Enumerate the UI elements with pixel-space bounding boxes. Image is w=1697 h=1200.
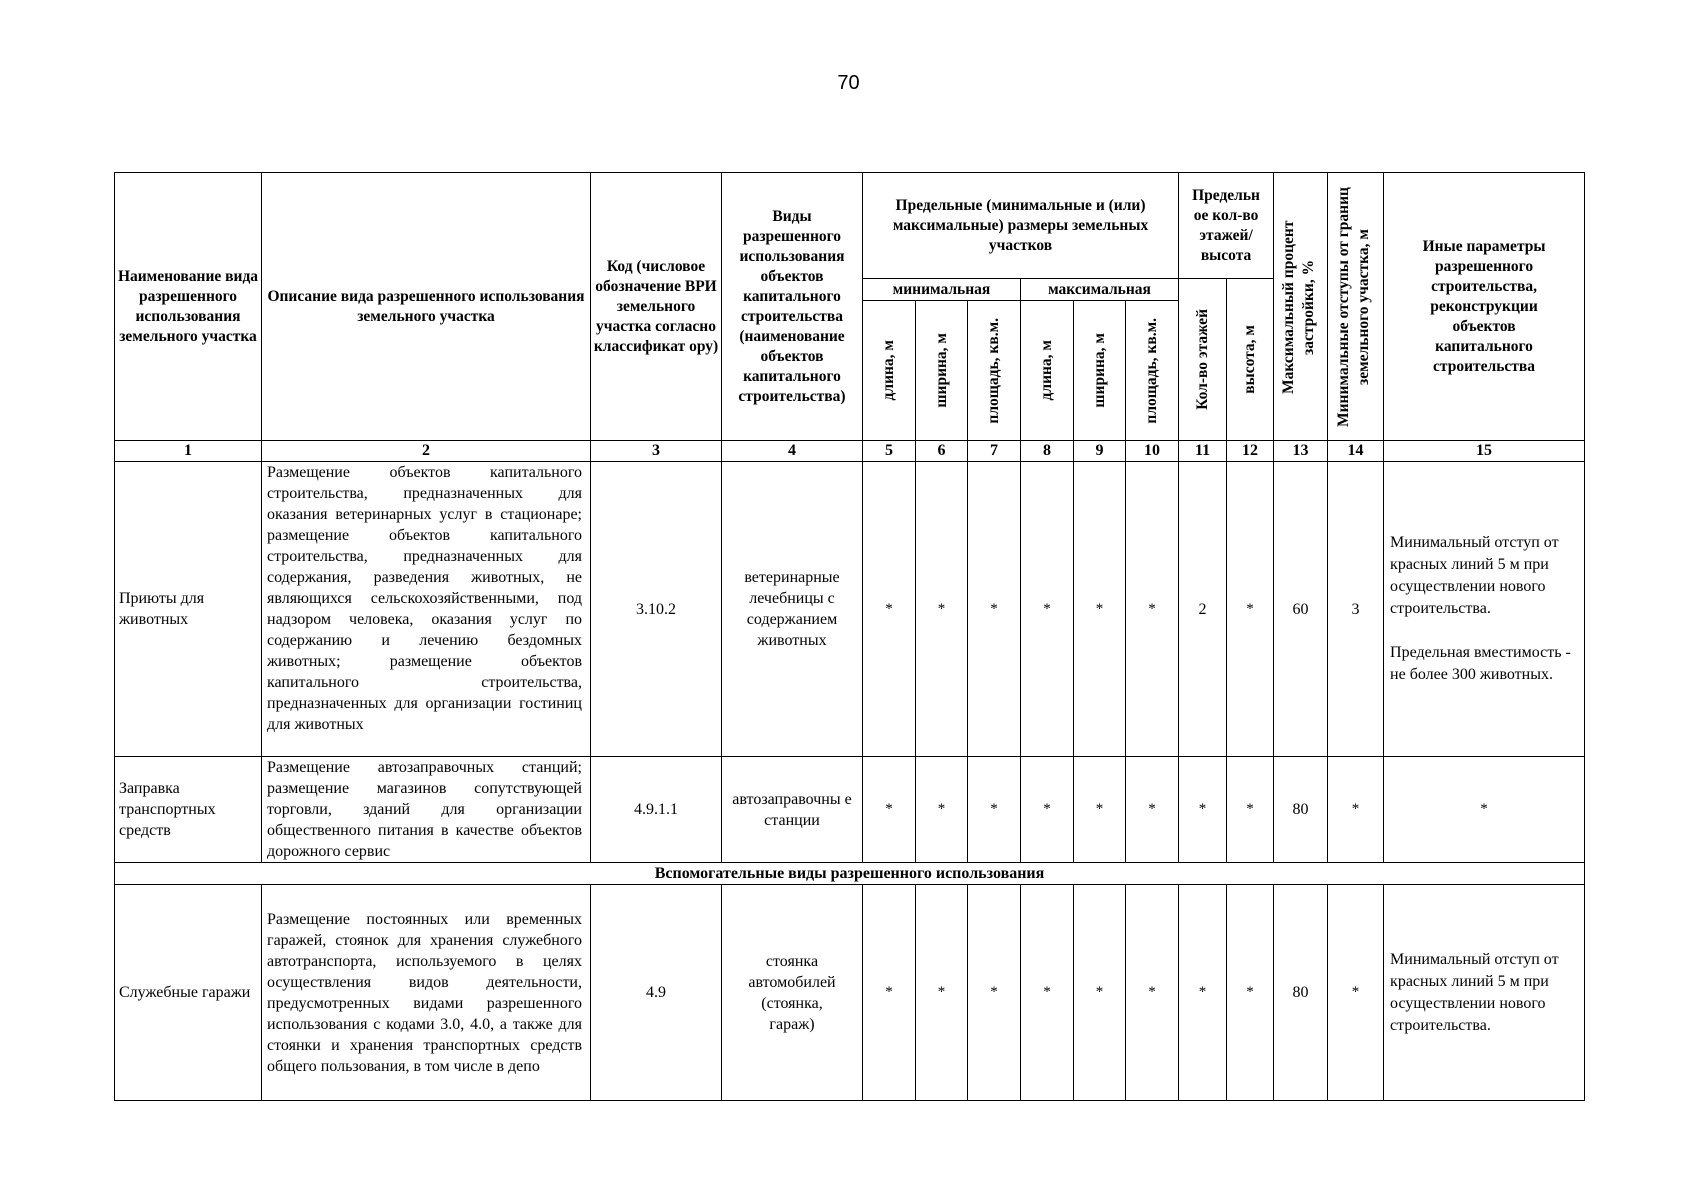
max-coverage: 80 (1274, 885, 1328, 1101)
max-width: * (1074, 462, 1126, 757)
min-length: * (863, 885, 916, 1101)
min-area: * (968, 757, 1021, 863)
section-title: Вспомогательные виды разрешенного использования (115, 863, 1585, 885)
col-number: 12 (1227, 441, 1274, 462)
floors: * (1179, 885, 1227, 1101)
max-length: * (1021, 757, 1074, 863)
header-col4: Виды разрешенного использования объектов капитального строительства (наименование объектов капитального строительства) (722, 173, 863, 441)
header-col9-text: ширина, м (1090, 333, 1108, 408)
max-area: * (1126, 462, 1179, 757)
header-sizes-group: Предельные (минимальные и (или) максимальные) размеры земельных участков (863, 173, 1179, 279)
header-col12 (1227, 279, 1274, 441)
use-name: Приюты для животных (115, 462, 262, 757)
table-row (115, 757, 1585, 863)
other-param-text: Предельная вместимость - не более 300 животных. (1390, 644, 1571, 683)
max-area: * (1126, 757, 1179, 863)
header-col8 (1021, 301, 1074, 441)
header-min-group: минимальная (863, 279, 1021, 301)
col-number: 10 (1126, 441, 1179, 462)
use-code: 4.9 (591, 885, 722, 1101)
min-area: * (968, 885, 1021, 1101)
use-name: Заправка транспортных средств (115, 757, 262, 863)
header-col6 (916, 301, 968, 441)
max-coverage: 60 (1274, 462, 1328, 757)
section-row (115, 863, 1585, 885)
header-col14-text: Минимальные отступы от границ земельного участка, м (1334, 186, 1372, 427)
use-description: Размещение объектов капитального строительства, предназначенных для оказания ветеринарных услуг в стационаре; размещение объектов капитального строительства, предназначенных для содержания, разведения животных, не являющихся сельскохозяйственными, под надзором человека, оказания услуг по содержанию и лечению бездомных животных; размещение объектов капитального строительства, предназначенных для организации гостиниц для животных (262, 462, 591, 757)
header-col8-text: длина, м (1038, 340, 1055, 401)
oks-types: автозаправочны е станции (722, 757, 863, 863)
header-col7-text: площадь, кв.м. (985, 317, 1002, 424)
header-col13-text: Максимальный процент застройки, % (1279, 219, 1317, 394)
max-length: * (1021, 462, 1074, 757)
header-col13 (1274, 173, 1328, 441)
header-col10-text: площадь, кв.м. (1143, 317, 1161, 424)
col-number: 14 (1328, 441, 1384, 462)
col-number: 1 (115, 441, 262, 462)
header-col5-text: длина, м (880, 340, 897, 401)
page-number: 70 (837, 72, 860, 94)
height: * (1227, 462, 1274, 757)
min-setback: * (1328, 885, 1384, 1101)
min-length: * (863, 757, 916, 863)
min-width: * (916, 757, 968, 863)
use-description: Размещение автозаправочных станций; размещение магазинов сопутствующей торговли, зданий для организации общественного питания в качестве объектов дорожного сервис (262, 757, 591, 863)
col-number: 2 (262, 441, 591, 462)
header-col6-text: ширина, м (932, 333, 950, 408)
max-width: * (1074, 885, 1126, 1101)
header-col15: Иные параметры разрешенного строительства, реконструкции объектов капитального строительства (1384, 173, 1585, 441)
col-number: 15 (1384, 441, 1585, 462)
spacer (1390, 620, 1578, 642)
oks-types: стоянка автомобилей (стоянка, гараж) (722, 885, 863, 1101)
min-width: * (916, 462, 968, 757)
header-col11-text: Кол-во этажей (1193, 309, 1211, 410)
min-setback: 3 (1328, 462, 1384, 757)
column-number-row (115, 441, 1585, 462)
header-col10 (1126, 301, 1179, 441)
use-description: Размещение постоянных или временных гаражей, стоянок для хранения служебного автотранспорта, используемого в целях осуществления видов деятельности, предусмотренных видами разрешенного использования с кодами 3.0, 4.0, а также для стоянки и хранения транспортных средств общего пользования, в том числе в депо (262, 885, 591, 1101)
header-col14 (1328, 173, 1384, 441)
other-params: Минимальный отступ от красных линий 5 м при осуществлении нового строительства. (1384, 885, 1585, 1101)
col-number: 3 (591, 441, 722, 462)
header-col1: Наименование вида разрешенного использования земельного участка (115, 173, 262, 441)
floors: * (1179, 757, 1227, 863)
land-use-table (114, 172, 1585, 1101)
header-max-group: максимальная (1021, 279, 1179, 301)
max-length: * (1021, 885, 1074, 1101)
other-param-text: Минимальный отступ от красных линий 5 м при осуществлении нового строительства. (1390, 534, 1559, 617)
other-params: * (1384, 757, 1585, 863)
max-area: * (1126, 885, 1179, 1101)
col-number: 6 (916, 441, 968, 462)
table-row (115, 885, 1585, 1101)
floors: 2 (1179, 462, 1227, 757)
col-number: 9 (1074, 441, 1126, 462)
min-setback: * (1328, 757, 1384, 863)
col-number: 13 (1274, 441, 1328, 462)
header-col12-text: высота, м (1241, 325, 1259, 394)
header-col5 (863, 301, 916, 441)
col-number: 8 (1021, 441, 1074, 462)
min-width: * (916, 885, 968, 1101)
col-number: 11 (1179, 441, 1227, 462)
use-name: Служебные гаражи (115, 885, 262, 1101)
use-code: 4.9.1.1 (591, 757, 722, 863)
col-number: 4 (722, 441, 863, 462)
max-width: * (1074, 757, 1126, 863)
other-params (1384, 462, 1585, 757)
header-col7 (968, 301, 1021, 441)
table-row (115, 462, 1585, 757)
header-floors-group: Предельн ое кол-во этажей/ высота (1179, 173, 1274, 279)
max-coverage: 80 (1274, 757, 1328, 863)
oks-types: ветеринарные лечебницы с содержанием животных (722, 462, 863, 757)
header-col3: Код (числовое обозначение ВРИ земельного участка согласно классификат ору) (591, 173, 722, 441)
header-col11 (1179, 279, 1227, 441)
min-length: * (863, 462, 916, 757)
height: * (1227, 757, 1274, 863)
use-code: 3.10.2 (591, 462, 722, 757)
header-col2: Описание вида разрешенного использования земельного участка (262, 173, 591, 441)
col-number: 5 (863, 441, 916, 462)
header-col9 (1074, 301, 1126, 441)
col-number: 7 (968, 441, 1021, 462)
min-area: * (968, 462, 1021, 757)
height: * (1227, 885, 1274, 1101)
